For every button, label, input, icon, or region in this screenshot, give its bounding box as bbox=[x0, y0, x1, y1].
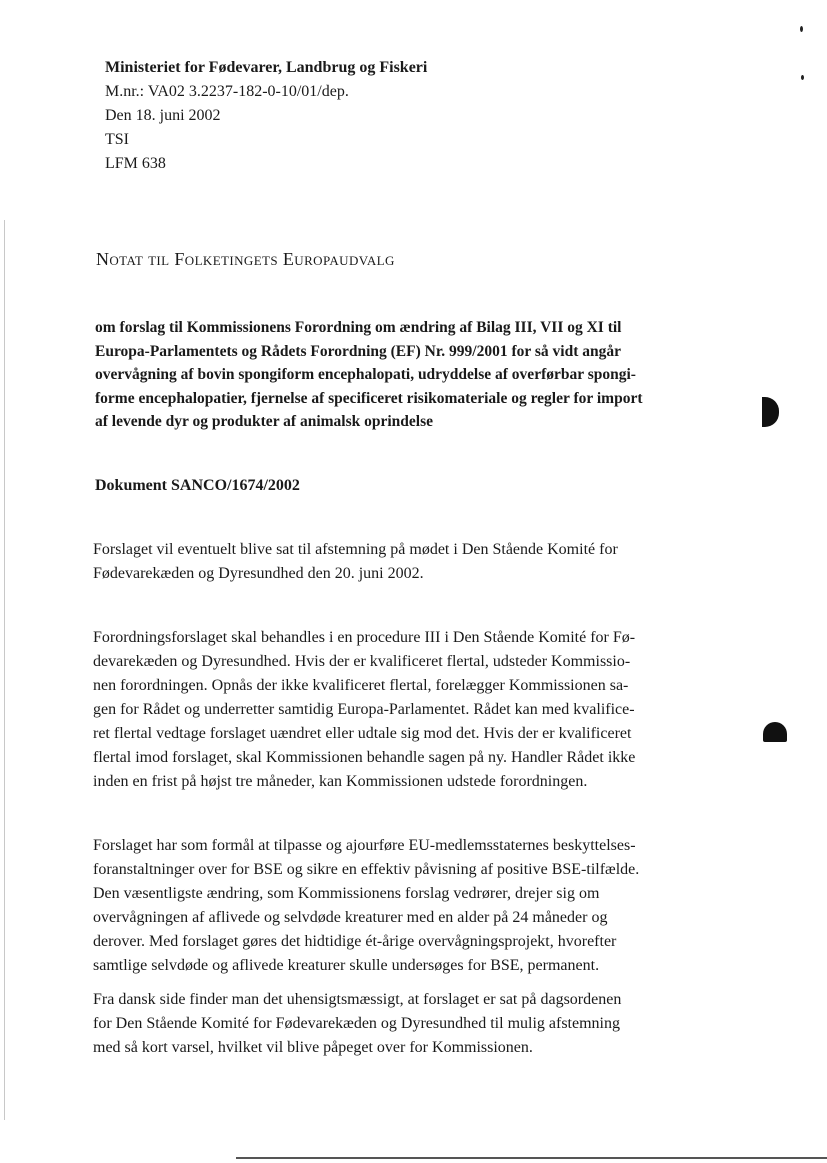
paragraph-line: overvågningen af aflivede og selvdøde kreaturer med en alder på 24 måneder og bbox=[93, 909, 608, 926]
paragraph-line: Fra dansk side finder man det uhensigtsmæssigt, at forslaget er sat på dagsordenen bbox=[93, 991, 622, 1008]
paragraph-procedure bbox=[93, 626, 635, 794]
paragraph-line: Forslaget vil eventuelt blive sat til afstemning på mødet i Den Stående Komité for bbox=[93, 541, 618, 558]
subject-line: Europa-Parlamentets og Rådets Forordning (EF) Nr. 999/2001 for så vidt angår bbox=[95, 342, 621, 360]
subject-heading bbox=[95, 316, 745, 434]
paragraph-line: inden en frist på højst tre måneder, kan Kommissionen udstede forordningen. bbox=[93, 773, 588, 790]
paragraph-line: derover. Med forslaget gøres det hidtidige ét-årige overvågningsprojekt, hvorefter bbox=[93, 933, 617, 950]
lfm-number: LFM 638 bbox=[105, 155, 166, 172]
author-initials: TSI bbox=[105, 131, 129, 148]
scan-speck bbox=[801, 75, 804, 80]
document-title: Notat til Folketingets Europaudvalg bbox=[96, 249, 395, 269]
subject-line: om forslag til Kommissionens Forordning om ændring af Bilag III, VII og XI til bbox=[95, 319, 622, 336]
paragraph-line: Forordningsforslaget skal behandles i en procedure III i Den Stående Komité for Fø- bbox=[93, 629, 636, 646]
paragraph-line: devarekæden og Dyresundhed. Hvis der er kvalificeret flertal, udsteder Kommissio- bbox=[93, 653, 631, 670]
scan-edge-line bbox=[4, 220, 5, 1120]
paragraph-line: ret flertal vedtage forslaget uændret eller udtale sig mod det. Hvis der er kvalificeret bbox=[93, 725, 632, 742]
document-date: Den 18. juni 2002 bbox=[105, 107, 221, 124]
letterhead bbox=[105, 56, 427, 176]
subject-line: af levende dyr og produkter af animalsk oprindelse bbox=[95, 413, 434, 431]
paragraph-danish-position bbox=[93, 988, 621, 1060]
paragraph-line: samtlige selvdøde og aflivede kreaturer skulle undersøges for BSE, permanent. bbox=[93, 957, 600, 974]
subject-line: overvågning af bovin spongiform encephalopati, udryddelse af overførbar spongi- bbox=[95, 366, 636, 384]
paragraph-line: Fødevarekæden og Dyresundhed den 20. juni 2002. bbox=[93, 565, 424, 582]
paragraph-line: med så kort varsel, hvilket vil blive påpeget over for Kommissionen. bbox=[93, 1039, 533, 1056]
document-reference: Dokument SANCO/1674/2002 bbox=[95, 477, 300, 494]
paragraph-line: nen forordningen. Opnås der ikke kvalificeret flertal, forelægger Kommissionen sa- bbox=[93, 677, 629, 694]
paragraph-line: flertal imod forslaget, skal Kommissionen behandle sagen på ny. Handler Rådet ikke bbox=[93, 749, 636, 766]
subject-line: forme encephalopatier, fjernelse af specificeret risikomateriale og regler for import bbox=[95, 389, 643, 407]
paragraph-line: for Den Stående Komité for Fødevarekæden og Dyresundhed til mulig afstemning bbox=[93, 1015, 620, 1032]
paragraph-line: Den væsentligste ændring, som Kommissionens forslag vedrører, drejer sig om bbox=[93, 885, 600, 902]
paragraph-line: foranstaltninger over for BSE og sikre en effektiv påvisning af positive BSE-tilfælde. bbox=[93, 861, 640, 878]
ministry-name: Ministeriet for Fødevarer, Landbrug og Fiskeri bbox=[105, 59, 428, 76]
scan-speck bbox=[800, 26, 803, 32]
paragraph-purpose bbox=[93, 834, 639, 978]
scan-bottom-line bbox=[236, 1157, 827, 1159]
paragraph-line: Forslaget har som formål at tilpasse og ajourføre EU-medlemsstaternes beskyttelses- bbox=[93, 837, 636, 854]
paragraph-line: gen for Rådet og underretter samtidig Europa-Parlamentet. Rådet kan med kvalifice- bbox=[93, 701, 635, 718]
binder-hole-mark bbox=[762, 397, 779, 427]
paragraph-vote bbox=[93, 538, 618, 586]
reference-number: M.nr.: VA02 3.2237-182-0-10/01/dep. bbox=[105, 83, 349, 100]
binder-hole-mark bbox=[763, 722, 787, 742]
